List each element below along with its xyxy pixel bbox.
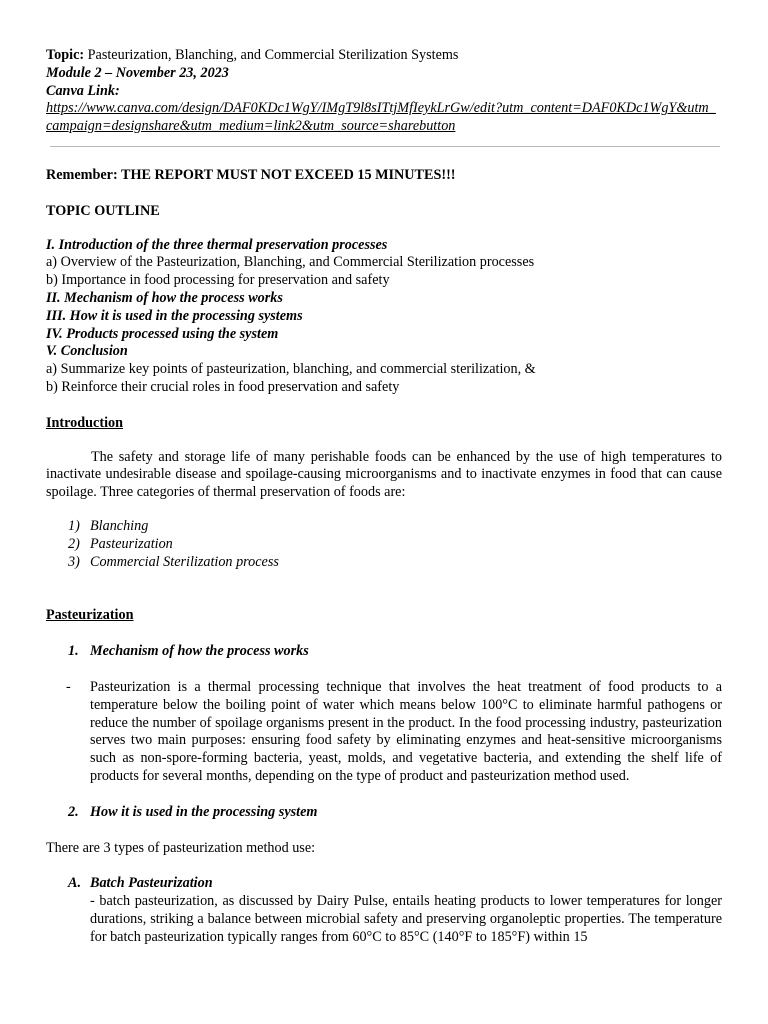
outline-item: IV. Products processed using the system xyxy=(46,325,279,342)
reminder-text: THE REPORT MUST NOT EXCEED 15 MINUTES!!! xyxy=(117,166,456,183)
outline-item: b) Importance in food processing for preservation and safety xyxy=(46,272,390,289)
canva-link[interactable]: https://www.canva.com/design/DAF0KDc1WgY/IMgT9l8sITtjMfIeykLrGw/edit?utm_content=DAF0KDc1WgY&utm_campaign=designshare&utm_medium=link2&utm_source=sharebutton xyxy=(46,100,716,135)
introduction-paragraph: The safety and storage life of many perishable foods can be enhanced by the use of high temperatures to inactivate undesirable disease and spoilage-causing microorganisms and to inactivate enzymes in food that can cause spoilage. Three categories of thermal preservation of foods are: xyxy=(46,448,722,501)
outline-item: III. How it is used in the processing systems xyxy=(46,307,303,324)
outline-item: a) Overview of the Pasteurization, Blanching, and Commercial Sterilization processes xyxy=(46,254,535,271)
batch-pasteurization-text: - batch pasteurization, as discussed by Dairy Pulse, entails heating products to lower temperatures for longer durations, striking a balance between microbial safety and preserving organoleptic properties. The temperature for batch pasteurization typically ranges from 60°C to 85°C (140°F to 185°F) within 15 xyxy=(90,893,722,945)
reminder-line xyxy=(46,167,722,185)
outline-item: a) Summarize key points of pasteurization, blanching, and commercial sterilization, & xyxy=(46,361,536,378)
thermal-categories-list xyxy=(46,518,722,571)
canva-label: Canva Link: xyxy=(46,82,120,99)
outline-item: b) Reinforce their crucial roles in food preservation and safety xyxy=(46,378,400,395)
list-item: 3) Commercial Sterilization process xyxy=(68,553,279,570)
topic-value: Pasteurization, Blanching, and Commercial Sterilization Systems xyxy=(84,47,459,63)
pasteurization-heading: Pasteurization xyxy=(46,607,134,624)
module-line: Module 2 – November 23, 2023 xyxy=(46,64,229,81)
outline-list xyxy=(46,237,722,397)
introduction-heading: Introduction xyxy=(46,414,123,431)
batch-pasteurization-heading: A. Batch Pasteurization xyxy=(68,875,213,892)
mechanism-paragraph: - Pasteurization is a thermal processing technique that involves the heat treatment of food products to a temperature below the boiling point of water which means below 100°C to eliminate harmful pathogens or reduce the number of spoilage organisms present in the product. In the food processing industry, pasteurization serves two main purposes: ensuring food safety by eliminating enzymes and heat-sensitive microorganisms such as non-spore-forming bacteria, yeast, molds, and vegetative bacteria, and extending the shelf life of products for several months, depending on the type of product and pasteurization method used. xyxy=(66,678,722,784)
types-intro: There are 3 types of pasteurization method use: xyxy=(46,839,316,856)
outline-title: TOPIC OUTLINE xyxy=(46,202,160,219)
mechanism-subheading: 1. Mechanism of how the process works xyxy=(68,643,309,660)
list-item: 1) Blanching xyxy=(68,517,149,534)
outline-item: V. Conclusion xyxy=(46,343,128,360)
topic-line xyxy=(46,47,722,65)
processing-subheading: 2. How it is used in the processing system xyxy=(68,803,318,820)
reminder-label: Remember: xyxy=(46,166,118,183)
outline-item: I. Introduction of the three thermal preservation processes xyxy=(46,236,388,253)
list-item: 2) Pasteurization xyxy=(68,535,173,552)
topic-label: Topic: xyxy=(46,47,85,63)
outline-item: II. Mechanism of how the process works xyxy=(46,289,283,306)
canva-link-line xyxy=(46,100,722,136)
